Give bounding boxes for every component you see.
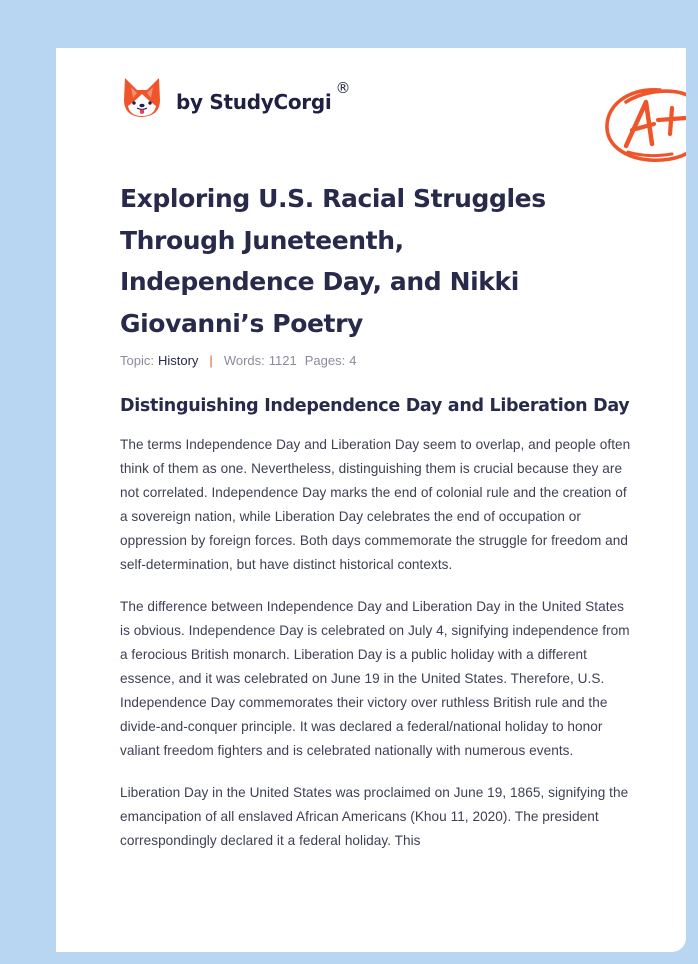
paragraph: The terms Independence Day and Liberation Day seem to overlap, and people often think of them as one. Nevertheless, distinguishing them is crucial because they are not correlated. Independence Day marks the end of colonial rule and the creation of a sovereign nation, while Liberation Day celebrates the end of occupation or oppression by foreign forces. Both days commemorate the struggle for freedom and self-determination, but have distinct historical contexts. — [120, 437, 631, 572]
meta-separator: | — [209, 353, 213, 368]
a-plus-grade-icon — [602, 84, 686, 166]
article-title: Exploring U.S. Racial Struggles Through Juneteenth, Independence Day, and Nikki Giovanni’s Poetry — [120, 184, 546, 338]
document-card — [56, 48, 686, 952]
words-count: 1121 — [268, 353, 297, 368]
words-label: Words: — [223, 353, 265, 368]
header — [120, 74, 646, 144]
pages-count: 4 — [349, 353, 357, 368]
paragraph: Liberation Day in the United States was proclaimed on June 19, 1865, signifying the emancipation of all enslaved African Americans (Khou 11, 2020). The president correspondingly declared it a federal holiday. This — [120, 785, 629, 848]
topic-link[interactable]: History — [157, 353, 199, 368]
corgi-icon — [122, 76, 162, 120]
article-meta — [120, 353, 356, 368]
pages-label: Pages: — [304, 353, 346, 368]
registered-mark: ® — [335, 79, 351, 97]
studycorgi-logo[interactable] — [122, 76, 350, 120]
article-body — [120, 433, 636, 871]
logo-text: by StudyCorgi — [176, 90, 332, 114]
paragraph: The difference between Independence Day and Liberation Day in the United States is obvious. Independence Day is celebrated on July 4, signifying independence from a ferocious British monarch. Liberation Day is a public holiday with a different essence, and it was celebrated on June 19 in the United States. Therefore, U.S. Independence Day commemorates their victory over ruthless British rule and the divide-and-conquer principle. It was declared a federal/national holiday to honor valiant freedom fighters and is celebrated nationally with numerous events. — [120, 599, 630, 758]
section-heading: Distinguishing Independence Day and Liberation Day — [120, 396, 630, 416]
topic-label: Topic: — [120, 353, 154, 368]
